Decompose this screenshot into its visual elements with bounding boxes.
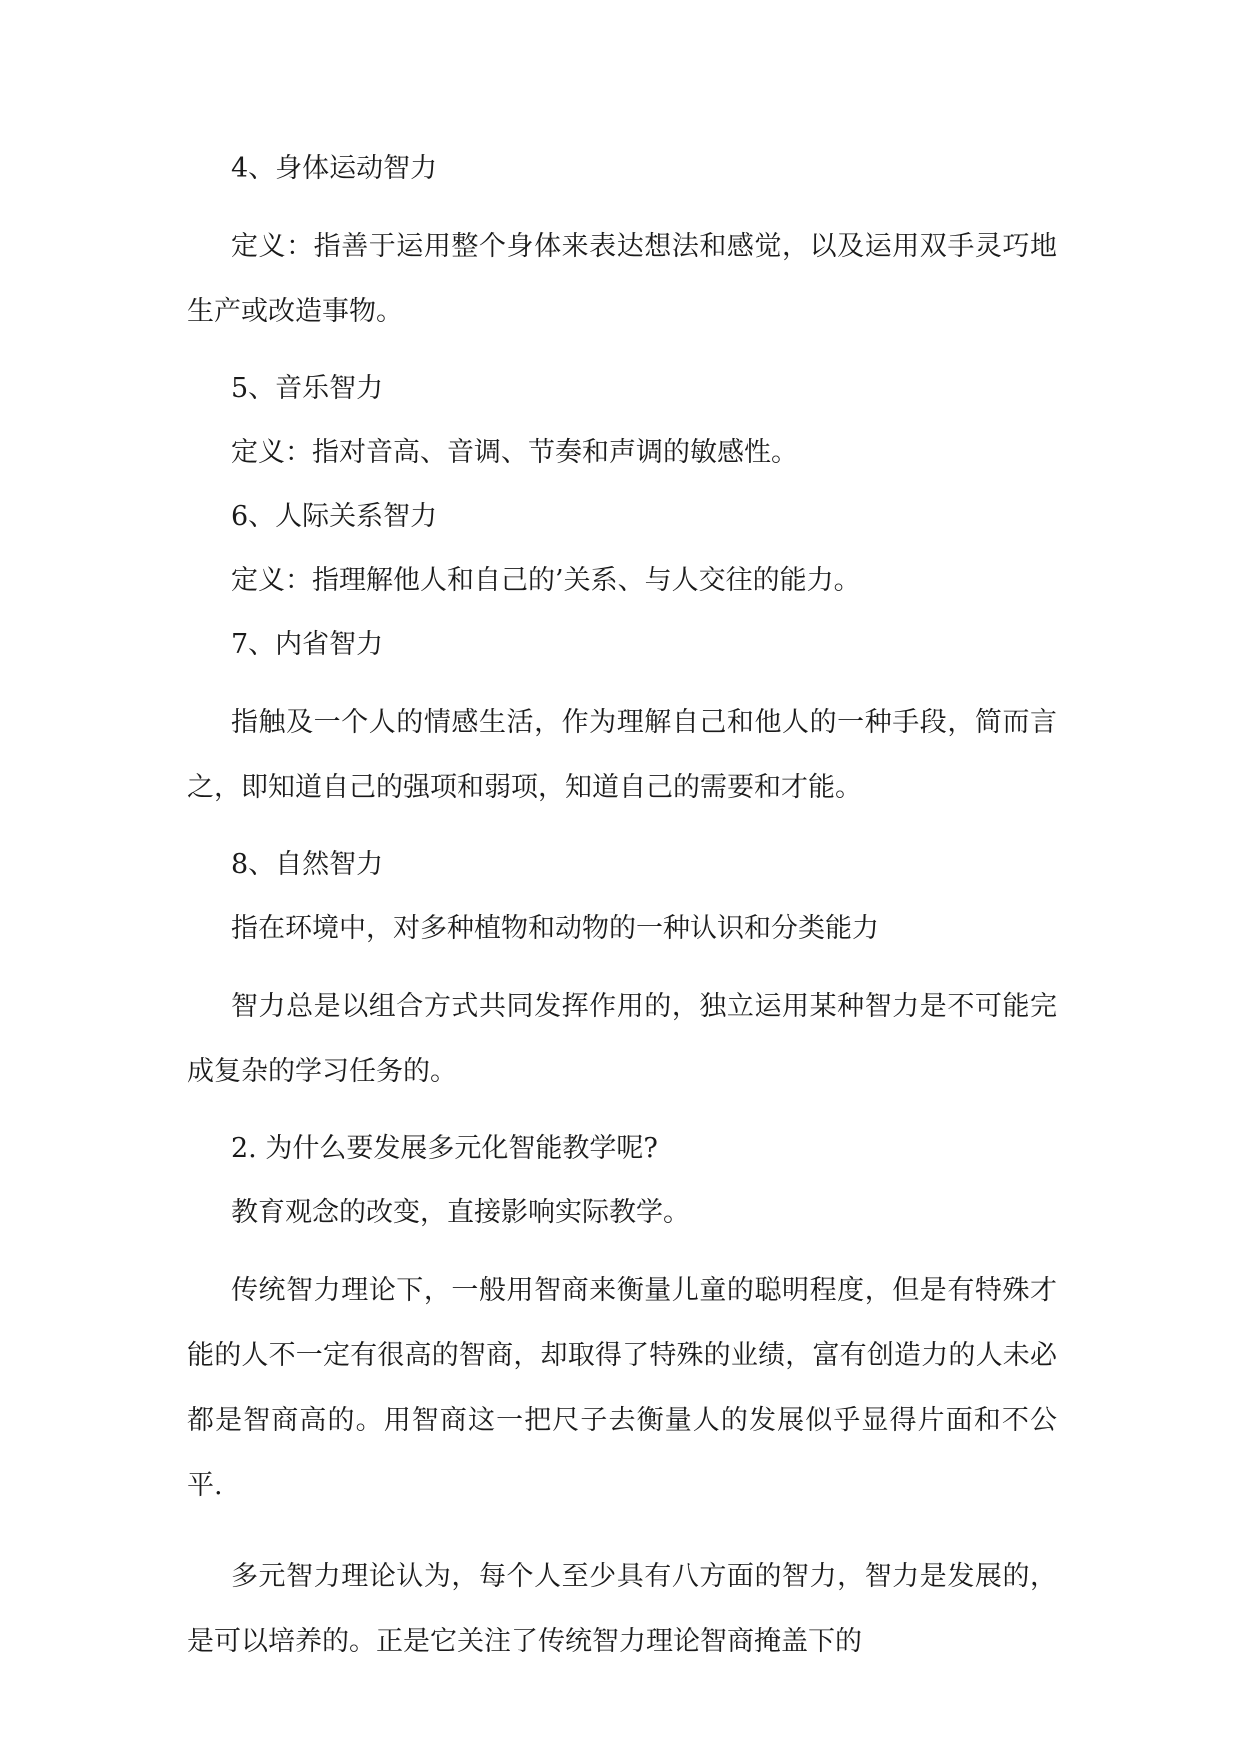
body-paragraph: 定义：指善于运用整个身体来表达想法和感觉，以及运用双手灵巧地生产或改造事物。 <box>187 231 1057 327</box>
body-paragraph: 传统智力理论下，一般用智商来衡量儿童的聪明程度，但是有特殊才能的人不一定有很高的智商，却取得了特殊的业绩，富有创造力的人未必都是智商高的。用智商这一把尺子去衡量人的发展似乎显得片面和不公平. <box>187 1275 1057 1501</box>
body-paragraph: 指触及一个人的情感生活，作为理解自己和他人的一种手段，简而言之，即知道自己的强项和弱项，知道自己的需要和才能。 <box>187 707 1057 803</box>
section-heading: 6、人际关系智力 <box>231 501 438 532</box>
body-paragraph: 多元智力理论认为，每个人至少具有八方面的智力，智力是发展的，是可以培养的。正是它关注了传统智力理论智商掩盖下的 <box>187 1561 1057 1657</box>
section-heading: 4、身体运动智力 <box>231 153 438 184</box>
body-paragraph: 定义：指对音高、音调、节奏和声调的敏感性。 <box>231 437 798 468</box>
section-heading: 8、自然智力 <box>231 849 384 880</box>
body-paragraph: 指在环境中，对多种植物和动物的一种认识和分类能力 <box>231 913 879 944</box>
body-paragraph: 定义：指理解他人和自己的’关系、与人交往的能力。 <box>231 565 861 596</box>
section-heading: 7、内省智力 <box>231 629 384 660</box>
section-heading: 5、音乐智力 <box>231 373 384 404</box>
body-paragraph: 智力总是以组合方式共同发挥作用的，独立运用某种智力是不可能完成复杂的学习任务的。 <box>187 991 1057 1087</box>
body-paragraph: 教育观念的改变，直接影响实际教学。 <box>231 1197 690 1228</box>
document-body <box>187 150 1057 1700</box>
section-heading: 2. 为什么要发展多元化智能教学呢? <box>231 1133 658 1164</box>
